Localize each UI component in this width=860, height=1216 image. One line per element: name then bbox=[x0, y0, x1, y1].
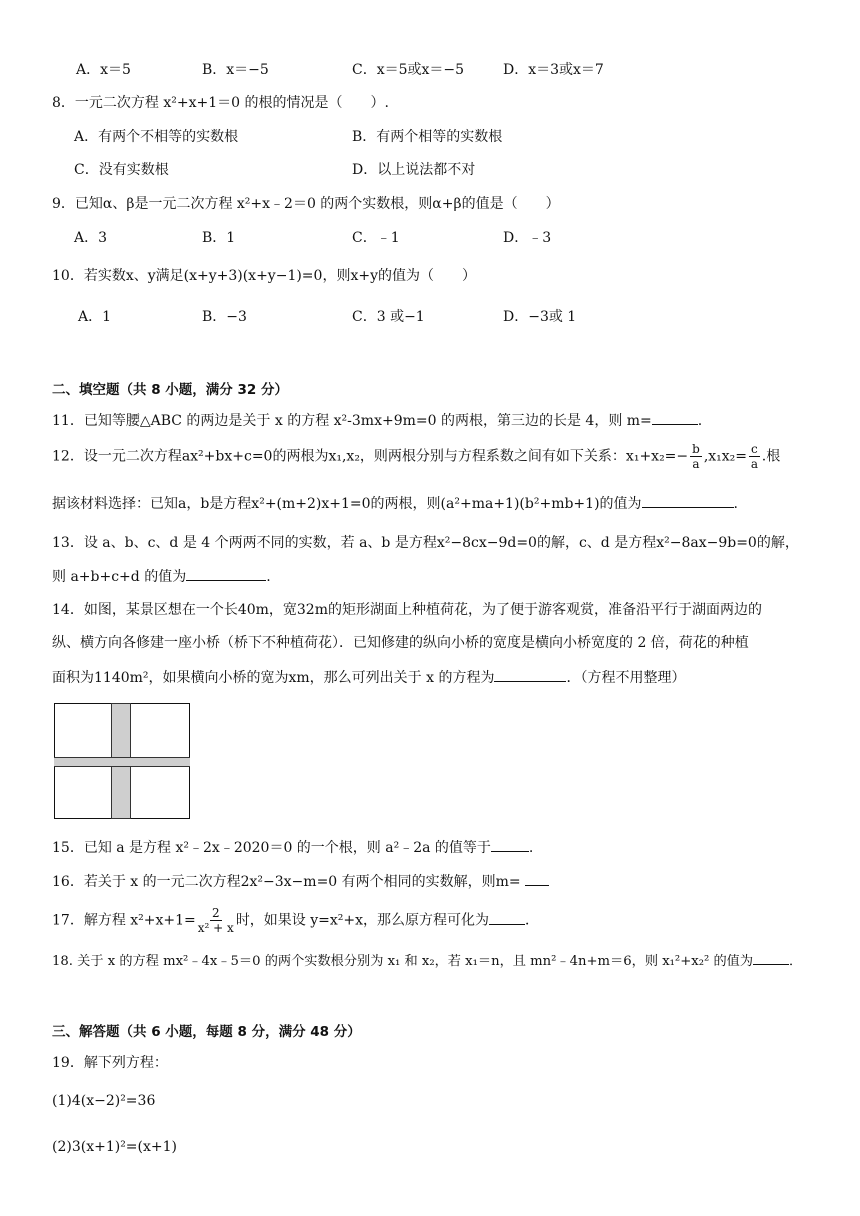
q16-answer-blank[interactable] bbox=[525, 871, 549, 886]
q15-period: . bbox=[528, 840, 534, 856]
q17-text-a: 17．解方程 x²+x+1= bbox=[52, 912, 196, 929]
q15-text: 15．已知 a 是方程 x²﹣2x﹣2020＝0 的一个根，则 a²﹣2a 的值等于 bbox=[52, 840, 491, 856]
q15 bbox=[52, 837, 533, 858]
q18-period: ． bbox=[789, 954, 803, 969]
q17-frac-den: x² + x bbox=[197, 921, 234, 935]
q9-option-b: B．1 bbox=[202, 230, 236, 246]
q13-line1: 13．设 a、b、c、d 是 4 个两两不同的实数，若 a、b 是方程x²−8cx−9d=0的解，c、d 是方程x²−8ax−9b=0的解， bbox=[52, 535, 799, 551]
q17-frac-num: 2 bbox=[211, 906, 220, 920]
q12-frac2-den: a bbox=[750, 457, 758, 471]
q15-answer-blank[interactable] bbox=[491, 837, 529, 852]
q16-text: 16．若关于 x 的一元二次方程2x²−3x−m=0 有两个相同的实数解，则m= bbox=[52, 874, 521, 890]
q13-answer-blank[interactable] bbox=[186, 566, 266, 581]
q10-stem: 10．若实数x、y满足(x+y+3)(x+y−1)=0，则x+y的值为（ ） bbox=[52, 268, 476, 284]
q12-text-c: .根 bbox=[761, 448, 781, 465]
q19-part1: (1)4(x−2)²=36 bbox=[52, 1093, 156, 1109]
q16 bbox=[52, 871, 549, 892]
q12-frac1-num: b bbox=[692, 442, 700, 456]
q8-option-b: B．有两个相等的实数根 bbox=[352, 129, 503, 145]
q17-period: ． bbox=[525, 912, 540, 929]
q12-period: . bbox=[733, 496, 738, 512]
lake-bridge-figure bbox=[54, 703, 190, 819]
q10-option-d: D．−3或 1 bbox=[503, 309, 577, 325]
q11 bbox=[52, 410, 702, 431]
q9-option-c: C．﹣1 bbox=[352, 230, 400, 246]
q8-stem: 8．一元二次方程 x²+x+1＝0 的根的情况是（ ）. bbox=[52, 95, 389, 111]
q9-options bbox=[0, 228, 860, 248]
q12-fraction-b-over-a bbox=[690, 442, 702, 471]
q8-options-row1 bbox=[0, 127, 860, 147]
q10-option-c: C．3 或−1 bbox=[352, 309, 425, 325]
q8-option-d: D．以上说法都不对 bbox=[352, 162, 476, 178]
q7-option-c: C．x＝5或x＝−5 bbox=[352, 62, 465, 78]
q12-frac2-num: c bbox=[751, 442, 758, 456]
q17 bbox=[52, 906, 539, 935]
q9-option-d: D．﹣3 bbox=[503, 230, 552, 246]
q7-options bbox=[0, 60, 860, 80]
q11-period: . bbox=[697, 413, 703, 429]
q14-line1: 14．如图，某景区想在一个长40m，宽32m的矩形湖面上种植荷花，为了便于游客观赏，准备沿平行于湖面两边的 bbox=[52, 602, 762, 618]
q12-line1 bbox=[52, 442, 780, 471]
q12-line2 bbox=[52, 493, 738, 514]
q8-option-a: A．有两个不相等的实数根 bbox=[74, 129, 239, 145]
q7-option-d: D．x＝3或x＝7 bbox=[503, 62, 604, 78]
section3-title: 三、解答题（共 6 小题，每题 8 分，满分 48 分） bbox=[52, 1024, 361, 1040]
q12-answer-blank[interactable] bbox=[642, 493, 734, 508]
q7-option-b: B．x＝−5 bbox=[202, 62, 269, 78]
q17-answer-blank[interactable] bbox=[489, 910, 525, 925]
q11-text: 11．已知等腰△ABC 的两边是关于 x 的方程 x²-3mx+9m=0 的两根，第三边的长是 4，则 m= bbox=[52, 413, 652, 429]
q8-option-c: C．没有实数根 bbox=[74, 162, 169, 178]
q14-line3 bbox=[52, 667, 685, 688]
q14-answer-blank[interactable] bbox=[494, 667, 566, 682]
q13-period: . bbox=[266, 569, 271, 585]
q12-text-line2: 据该材料选择：已知a，b是方程x²+(m+2)x+1=0的两根，则(a²+ma+1)(b²+mb+1)的值为 bbox=[52, 496, 642, 512]
q19-stem: 19．解下列方程： bbox=[52, 1055, 168, 1071]
q14-text-b: ．（方程不用整理） bbox=[566, 670, 686, 686]
q12-fraction-c-over-a bbox=[749, 442, 760, 471]
q14-text-a: 面积为1140m²，如果横向小桥的宽为xm，那么可列出关于 x 的方程为 bbox=[52, 670, 495, 686]
q13-text: 则 a+b+c+d 的值为 bbox=[52, 569, 187, 585]
q10-option-a: A．1 bbox=[78, 309, 112, 325]
q11-answer-blank[interactable] bbox=[652, 410, 698, 425]
q10-options bbox=[0, 307, 860, 327]
q17-text-b: 时，如果设 y=x²+x，那么原方程可化为 bbox=[235, 912, 490, 929]
section2-title: 二、填空题（共 8 小题，满分 32 分） bbox=[52, 382, 288, 398]
q19-part2: (2)3(x+1)²=(x+1) bbox=[52, 1139, 177, 1155]
q9-option-a: A．3 bbox=[74, 230, 108, 246]
q18 bbox=[52, 950, 802, 972]
q18-text: 18. 关于 x 的方程 mx²﹣4x﹣5＝0 的两个实数根分别为 x₁ 和 x₂，若 x₁＝n，且 mn²﹣4n+m＝6，则 x₁²+x₂² 的值为 bbox=[52, 954, 754, 969]
q12-text-a: 12．设一元二次方程ax²+bx+c=0的两根为x₁,x₂，则两根分别与方程系数之间有如下关系：x₁+x₂=− bbox=[52, 448, 689, 465]
q12-text-b: ,x₁x₂= bbox=[703, 448, 748, 465]
q14-line2: 纵、横方向各修建一座小桥（桥下不种植荷花）．已知修建的纵向小桥的宽度是横向小桥宽度的 2 倍，荷花的种植 bbox=[52, 635, 749, 651]
q12-frac1-den: a bbox=[692, 457, 700, 471]
q10-option-b: B．−3 bbox=[202, 309, 247, 325]
q17-fraction bbox=[198, 906, 234, 935]
q8-options-row2 bbox=[0, 160, 860, 180]
q7-option-a: A．x＝5 bbox=[76, 62, 131, 78]
q18-answer-blank[interactable] bbox=[753, 950, 789, 965]
bridge-intersection bbox=[112, 758, 130, 766]
q13-line2 bbox=[52, 566, 271, 587]
q9-stem: 9．已知α、β是一元二次方程 x²+x﹣2＝0 的两个实数根，则α+β的值是（ ） bbox=[52, 196, 560, 212]
